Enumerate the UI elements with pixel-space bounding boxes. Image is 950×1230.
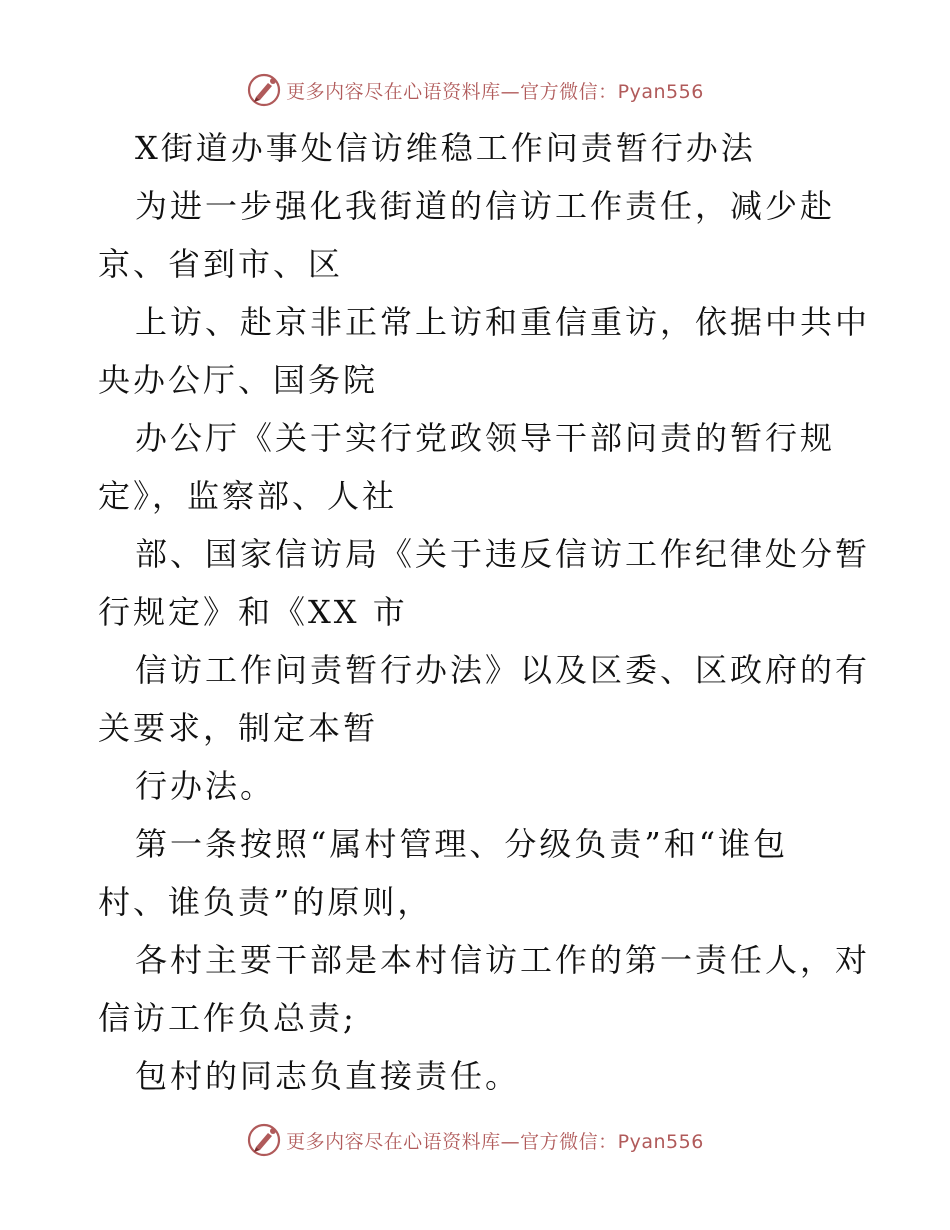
text-line: 信访工作负总责; — [98, 999, 357, 1037]
text-line: 行办法。 — [135, 767, 276, 805]
banner-text: 更多内容尽在心语资料库—官方微信：Pyan556 — [286, 80, 704, 103]
text-line: 上访、赴京非正常上访和重信重访，依据中共中 — [135, 303, 871, 341]
text-line: 信访工作问责暂行办法》以及区委、区政府的有 — [135, 651, 871, 689]
text-line: 为进一步强化我街道的信访工作责任，减少赴 — [135, 187, 836, 225]
text-line: 行规定》和《XX 市 — [98, 593, 408, 631]
pen-logo-icon — [246, 72, 282, 108]
text-line: 定》，监察部、人社 — [98, 477, 398, 515]
text-line: 村、谁负责”的原则， — [98, 883, 433, 921]
footer-banner — [0, 1120, 950, 1160]
document-title: X街道办事处信访维稳工作问责暂行办法 — [135, 129, 756, 167]
text-line: 部、国家信访局《关于违反信访工作纪律处分暂 — [135, 535, 871, 573]
text-line: 关要求，制定本暂 — [98, 709, 379, 747]
text-line: 各村主要干部是本村信访工作的第一责任人，对 — [135, 941, 871, 979]
text-line: 第一条按照“属村管理、分级负责”和“谁包 — [135, 825, 789, 863]
banner-text: 更多内容尽在心语资料库—官方微信：Pyan556 — [286, 1130, 704, 1153]
header-banner — [0, 70, 950, 110]
text-line: 央办公厅、国务院 — [98, 361, 379, 399]
text-line: 包村的同志负直接责任。 — [135, 1057, 521, 1095]
text-line: 办公厅《关于实行党政领导干部问责的暂行规 — [135, 419, 836, 457]
text-line: 京、省到市、区 — [98, 245, 344, 283]
pen-logo-icon — [246, 1122, 282, 1158]
